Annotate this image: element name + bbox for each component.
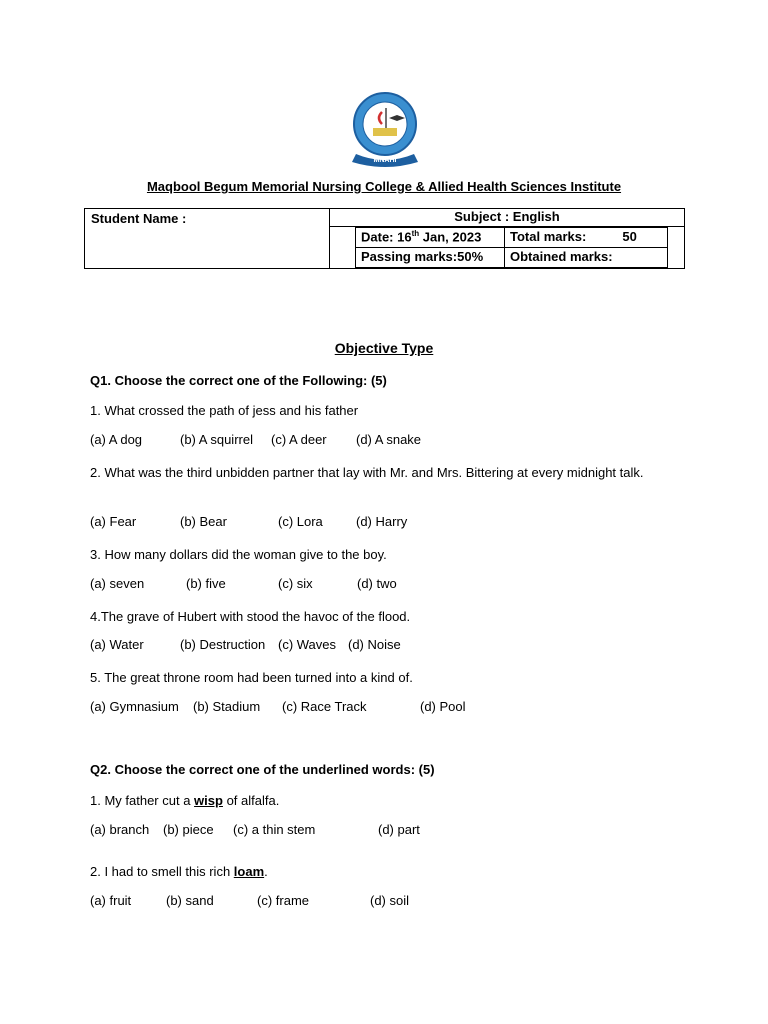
q1-options-3: [0, 576, 768, 596]
option: (d) Harry: [356, 514, 408, 529]
q1-question-2: 2. What was the third unbidden partner that lay with Mr. and Mrs. Bittering at every midnight talk.: [90, 465, 644, 480]
option: (b) Destruction: [180, 637, 266, 652]
option: (d) Pool: [420, 699, 466, 714]
option: (a) branch: [90, 822, 150, 837]
institute-name: Maqbool Begum Memorial Nursing College & Allied Health Sciences Institute: [146, 179, 622, 194]
exam-date: Date: 16th Jan, 2023: [356, 228, 505, 248]
q1-options-2: [0, 514, 768, 534]
q2-question-2: 2. I had to smell this rich loam.: [90, 864, 268, 879]
option: (b) A squirrel: [180, 432, 253, 447]
option: (a) Fear: [90, 514, 137, 529]
option: (a) fruit: [90, 893, 132, 908]
option: (a) A dog: [90, 432, 143, 447]
option: (b) piece: [163, 822, 214, 837]
q1-options-5: [0, 699, 768, 719]
college-logo: [346, 90, 424, 168]
q2-title: Q2. Choose the correct one of the underlined words: (5): [90, 762, 435, 777]
svg-text:MNAHI: MNAHI: [373, 157, 397, 164]
q1-options-4: [0, 637, 768, 657]
student-info-table: [84, 208, 685, 269]
option: (c) A deer: [271, 432, 327, 447]
option: (c) Race Track: [282, 699, 367, 714]
option: (a) Water: [90, 637, 144, 652]
student-name-label: Student Name :: [85, 209, 330, 269]
q2-question-1: 1. My father cut a wisp of alfalfa.: [90, 793, 280, 808]
option: (b) Stadium: [193, 699, 261, 714]
q1-question-3: 3. How many dollars did the woman give to the boy.: [90, 547, 387, 562]
option: (b) Bear: [180, 514, 227, 529]
option: (b) five: [186, 576, 226, 591]
option: (d) A snake: [356, 432, 422, 447]
q1-question-4: 4.The grave of Hubert with stood the havoc of the flood.: [90, 609, 411, 624]
option: (c) Waves: [278, 637, 337, 652]
option: (d) soil: [370, 893, 410, 908]
option: (a) Gymnasium: [90, 699, 179, 714]
option: (c) Lora: [278, 514, 323, 529]
q2-options-2: [0, 893, 768, 913]
underlined-word: wisp: [194, 793, 223, 808]
q1-question-5: 5. The great throne room had been turned into a kind of.: [90, 670, 413, 685]
q1-question-1: 1. What crossed the path of jess and his father: [90, 403, 359, 418]
q1-options-1: [0, 432, 768, 452]
obtained-marks: Obtained marks:: [505, 248, 668, 268]
subject-label: Subject : English: [330, 209, 685, 227]
option: (a) seven: [90, 576, 145, 591]
option: (c) frame: [257, 893, 309, 908]
section-title: Objective Type: [334, 340, 434, 356]
option: (c) six: [278, 576, 313, 591]
total-marks: Total marks: 50: [505, 228, 668, 248]
option: (d) Noise: [348, 637, 401, 652]
q1-title: Q1. Choose the correct one of the Following: (5): [90, 373, 387, 388]
option: (d) part: [378, 822, 420, 837]
underlined-word: loam: [233, 864, 265, 879]
marks-table: [355, 227, 668, 268]
option: (c) a thin stem: [233, 822, 316, 837]
q2-options-1: [0, 822, 768, 842]
option: (b) sand: [166, 893, 214, 908]
option: (d) two: [357, 576, 397, 591]
passing-marks: Passing marks:50%: [356, 248, 505, 268]
